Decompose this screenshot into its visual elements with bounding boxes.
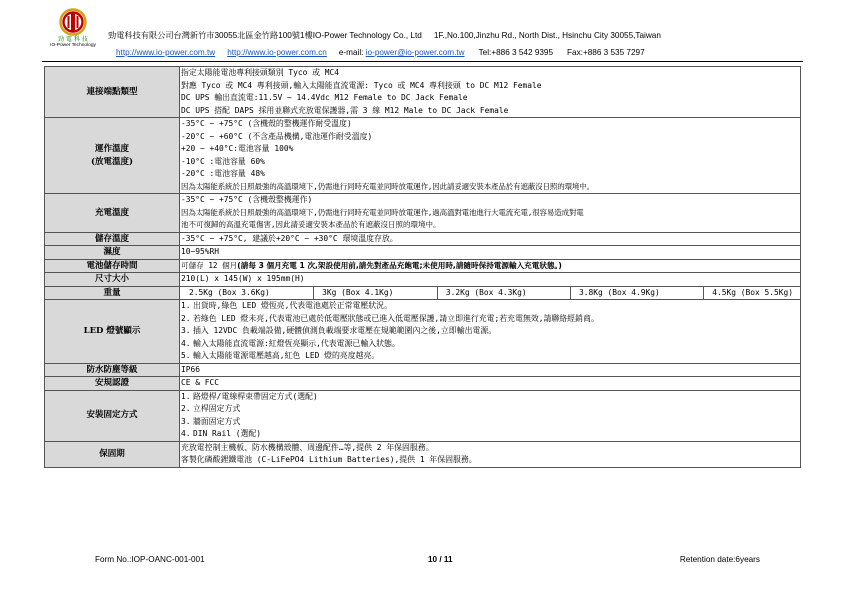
value-line: -35°C ~ +75°C (含機殼整機運作) bbox=[181, 195, 313, 204]
company-address: 1F.,No.100,Jinzhu Rd., North Dist., Hsinchu City 30055,Taiwan bbox=[433, 31, 661, 40]
row-label: LED 燈號顯示 bbox=[45, 300, 180, 364]
numbered-item-text: 輸入太陽能電源電壓越高,紅色 LED 燈的亮度越亮。 bbox=[193, 351, 380, 360]
numbered-item: 1. 路燈桿/電線桿束帶固定方式(選配) bbox=[181, 391, 318, 401]
numbered-item: 4. 輸入太陽能直流電源:紅燈恆亮顯示,代表電源已輸入狀態。 bbox=[181, 338, 400, 348]
value-line: 對應 Tyco 或 MC4 專利接頭,輸入太陽能直流電源: Tyco 或 MC4 專利接頭 to DC M12 Female bbox=[181, 80, 542, 90]
value-line: DC UPS 輸出直流電:11.5V ~ 14.4Vdc M12 Female to DC Jack Female bbox=[181, 93, 468, 102]
numbered-item: 1. 出貨時,綠色 LED 燈恆亮,代表電池處於正常電壓狀況。 bbox=[181, 301, 392, 310]
row-label: 重量 bbox=[45, 286, 180, 300]
numbered-item-text: DIN Rail (選配) bbox=[193, 429, 262, 438]
value-line: CE & FCC bbox=[181, 378, 220, 387]
value-line: 池不可復歸的高溫充電傷害,因此請妥適安裝本產品於有遮蔽沒日照的環境中。 bbox=[181, 220, 441, 229]
spec-table bbox=[44, 66, 801, 468]
numbered-item: 2. 立桿固定方式 bbox=[181, 404, 241, 413]
weight-option: 4.5Kg (Box 5.5Kg) bbox=[703, 287, 793, 300]
email-label: e-mail: bbox=[338, 48, 364, 57]
value-line: +20 ~ +40°C:電池容量 100% bbox=[181, 144, 294, 153]
table-row bbox=[45, 300, 801, 364]
numbered-item: 4. DIN Rail (選配) bbox=[181, 429, 262, 438]
row-label: 保固期 bbox=[45, 441, 180, 467]
row-label: 濕度 bbox=[45, 246, 180, 260]
numbered-item-text: 插入 12VDC 負載端設備,硬體偵測負載端要求電壓在規範範圍內之後,立即輸出電源。 bbox=[193, 326, 497, 335]
value-line: 因為太陽能系統於日照最強的高溫環境下,仍需進行同時充電並同時放電運作,因此請妥適安裝本產品於有遮蔽沒日照的環境中。 bbox=[181, 181, 594, 191]
weight-option: 3.8Kg (Box 4.9Kg) bbox=[570, 287, 660, 300]
row-label: 尺寸大小 bbox=[45, 273, 180, 287]
logo-chinese-name: 勁 電 科 技 bbox=[58, 36, 88, 43]
row-label: 安裝固定方式 bbox=[45, 390, 180, 441]
numbered-item-text: 若綠色 LED 燈未亮,代表電池已處於低電壓狀態或已進入低電壓保護,請立即進行充電;若充電無效,請聯絡經銷商。 bbox=[193, 313, 599, 323]
value-line: 指定太陽能電池專利接頭類別 Tyco 或 MC4 bbox=[181, 68, 339, 77]
value-line: DC UPS 搭配 DAPS 採用並聯式充放電保護器,需 3 線 M12 Male to DC Jack Female bbox=[181, 105, 509, 115]
value-line: -35°C ~ +75°C, 建議於+20°C ~ +30°C 環境溫度存放。 bbox=[181, 233, 398, 243]
row-value bbox=[180, 377, 801, 391]
row-value bbox=[180, 390, 801, 441]
table-row bbox=[45, 390, 801, 441]
row-label: 儲存溫度 bbox=[45, 232, 180, 246]
fax: Fax:+886 3 535 7297 bbox=[567, 48, 645, 57]
row-value bbox=[180, 363, 801, 377]
value-line: -20°C :電池容量 48% bbox=[181, 169, 265, 178]
page-number: 10 / 11 bbox=[428, 555, 453, 564]
numbered-item: 3. 牆面固定方式 bbox=[181, 416, 241, 426]
header-company-line bbox=[108, 30, 661, 41]
row-value bbox=[180, 273, 801, 287]
row-label: 充電溫度 bbox=[45, 194, 180, 233]
numbered-item-text: 立桿固定方式 bbox=[193, 404, 241, 413]
row-value bbox=[180, 232, 801, 246]
value-line: 10~95%RH bbox=[181, 247, 220, 256]
row-label-line: (放電溫度) bbox=[90, 156, 134, 167]
table-row bbox=[45, 194, 801, 233]
value-line: 客製化磷酸鋰鐵電池 (C-LiFePO4 Lithium Batteries),提供 1 年保固服務。 bbox=[181, 455, 477, 464]
row-label: 防水防塵等級 bbox=[45, 363, 180, 377]
row-value bbox=[180, 441, 801, 467]
header-contact-line bbox=[116, 48, 645, 57]
numbered-item-text: 輸入太陽能直流電源:紅燈恆亮顯示,代表電源已輸入狀態。 bbox=[193, 338, 400, 348]
weight-option: 2.5Kg (Box 3.6Kg) bbox=[189, 287, 270, 297]
table-row bbox=[45, 118, 801, 194]
website-link-cn[interactable]: http://www.io-power.com.cn bbox=[227, 48, 327, 57]
weight-options bbox=[181, 287, 799, 300]
value-line: 因為太陽能系統於日照最強的高溫環境下,仍需進行同時充電並同時放電運作,過高溫對電池進行大電流充電,很容易造成對電 bbox=[181, 207, 584, 217]
logo-emblem-icon bbox=[58, 8, 88, 36]
value-line: -10°C :電池容量 60% bbox=[181, 156, 265, 166]
company-name: 勁電科技有限公司台灣新竹市30055北區金竹路100號1樓IO-Power Technology Co., Ltd bbox=[108, 31, 422, 40]
numbered-item-text: 路燈桿/電線桿束帶固定方式(選配) bbox=[193, 391, 318, 401]
table-row bbox=[45, 259, 801, 273]
table-row bbox=[45, 377, 801, 391]
retention-date: Retention date:6years bbox=[679, 555, 760, 564]
row-label: 連接端點類型 bbox=[45, 67, 180, 118]
value-line: IP66 bbox=[181, 364, 201, 374]
table-row bbox=[45, 232, 801, 246]
table-row bbox=[45, 441, 801, 467]
numbered-item-text: 出貨時,綠色 LED 燈恆亮,代表電池處於正常電壓狀況。 bbox=[193, 301, 392, 310]
numbered-item-text: 牆面固定方式 bbox=[193, 416, 241, 426]
storage-time-text: 可儲存 12 個月 bbox=[181, 260, 238, 270]
row-value bbox=[180, 118, 801, 194]
header-divider bbox=[42, 61, 803, 62]
weight-option: 3.2Kg (Box 4.3Kg) bbox=[437, 287, 527, 300]
company-logo bbox=[44, 8, 102, 58]
numbered-item: 2. 若綠色 LED 燈未亮,代表電池已處於低電壓狀態或已進入低電壓保護,請立即進行充電;若充電無效,請聯絡經銷商。 bbox=[181, 313, 599, 323]
numbered-item: 5. 輸入太陽能電源電壓越高,紅色 LED 燈的亮度越亮。 bbox=[181, 351, 380, 360]
storage-time-note: (請每 3 個月充電 1 次,架設使用前,請先對產品充飽電;未使用時,請隨時保持電源輸入充電狀態。) bbox=[237, 260, 562, 270]
row-value bbox=[180, 300, 801, 364]
table-row bbox=[45, 363, 801, 377]
value-line: -35°C ~ +75°C (含機殼的整機運作耐受溫度) bbox=[181, 119, 352, 128]
row-value bbox=[180, 67, 801, 118]
value-line: 210(L) x 145(W) x 195mm(H) bbox=[181, 274, 305, 283]
table-row bbox=[45, 286, 801, 300]
table-row bbox=[45, 273, 801, 287]
website-link-tw[interactable]: http://www.io-power.com.tw bbox=[116, 48, 216, 57]
row-value bbox=[180, 286, 801, 300]
email-link[interactable]: io-power@io-power.com.tw bbox=[365, 48, 465, 57]
table-row bbox=[45, 67, 801, 118]
row-label: 安規認證 bbox=[45, 377, 180, 391]
row-label-line: 運作溫度 bbox=[94, 144, 129, 154]
row-label bbox=[45, 118, 180, 194]
row-label: 電池儲存時間 bbox=[45, 259, 180, 273]
value-line: 充放電控制主機板、防水機構殼體、周邊配件…等,提供 2 年保固服務。 bbox=[181, 442, 434, 452]
table-row bbox=[45, 246, 801, 260]
value-line: -20°C ~ +60°C (不含產品機構,電池運作耐受溫度) bbox=[181, 131, 373, 141]
numbered-item: 3. 插入 12VDC 負載端設備,硬體偵測負載端要求電壓在規範範圍內之後,立即輸出電源。 bbox=[181, 326, 497, 335]
weight-option: 3Kg (Box 4.1Kg) bbox=[313, 287, 393, 300]
row-value bbox=[180, 246, 801, 260]
logo-english-name: IO-Power Technology bbox=[50, 43, 96, 48]
telephone: Tel:+886 3 542 9395 bbox=[478, 48, 554, 57]
form-number: Form No.:IOP-OANC-001-001 bbox=[95, 555, 205, 564]
row-value bbox=[180, 194, 801, 233]
row-value bbox=[180, 259, 801, 273]
